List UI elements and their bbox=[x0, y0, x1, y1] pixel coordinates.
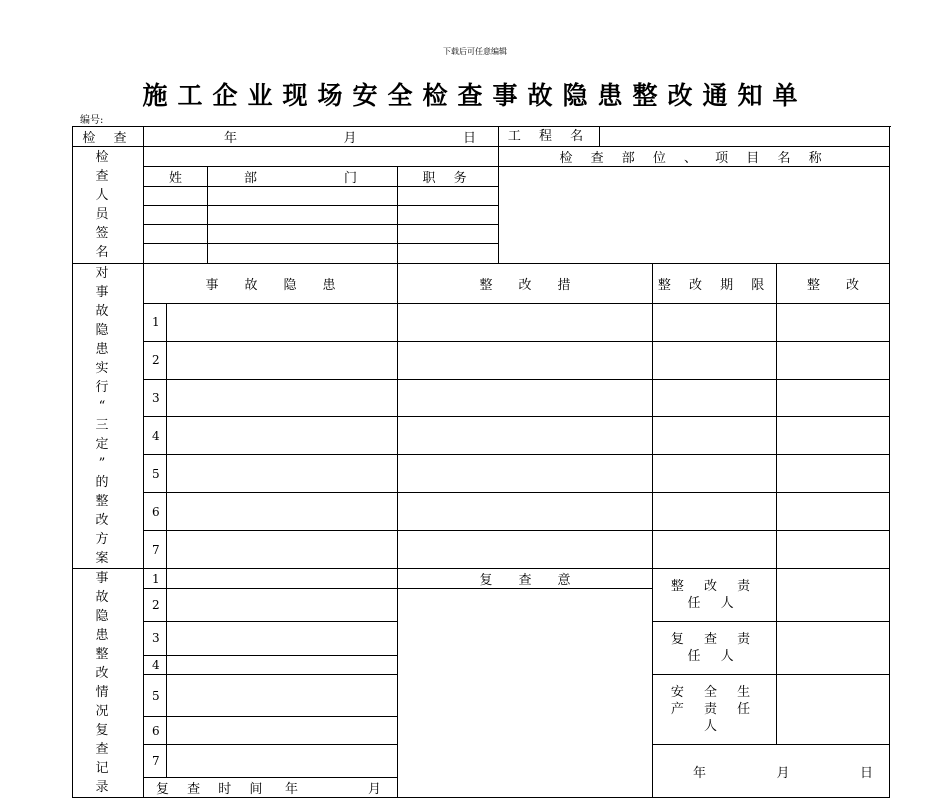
plan-row-number: 2 bbox=[144, 341, 167, 379]
rectification-owner-field[interactable] bbox=[777, 569, 890, 622]
sign-year-label: 年 bbox=[693, 765, 707, 781]
serial-number-label: 编号: bbox=[80, 115, 104, 126]
review-row-number: 6 bbox=[144, 717, 167, 745]
measure-cell[interactable] bbox=[398, 531, 653, 569]
plan-row-number: 4 bbox=[144, 417, 167, 455]
deadline-cell[interactable] bbox=[653, 417, 777, 455]
location-header: 检 查 部 位 、 项 目 名 称 bbox=[499, 147, 890, 167]
review-time-month-label: 月 bbox=[367, 782, 381, 797]
hazard-cell[interactable] bbox=[167, 455, 398, 493]
check-label: 检 查 bbox=[73, 127, 144, 147]
inspector-name-cell[interactable] bbox=[144, 187, 208, 206]
plan-row-number: 3 bbox=[144, 379, 167, 417]
deadline-cell[interactable] bbox=[653, 531, 777, 569]
inspector-dept-cell[interactable] bbox=[208, 244, 398, 264]
inspector-blank-cell bbox=[144, 147, 499, 167]
measure-cell[interactable] bbox=[398, 303, 653, 341]
review-row-number: 2 bbox=[144, 589, 167, 622]
inspector-title-cell[interactable] bbox=[398, 244, 499, 264]
review-row bbox=[73, 569, 890, 589]
inspector-signature-label: 检 查 人 员 签 名 bbox=[73, 147, 144, 264]
col-deadline-header: 整 改 期 限 bbox=[653, 264, 777, 304]
hazard-cell[interactable] bbox=[167, 531, 398, 569]
safety-owner-field[interactable] bbox=[777, 675, 890, 745]
hazard-cell[interactable] bbox=[167, 303, 398, 341]
owner-cell[interactable] bbox=[777, 303, 890, 341]
project-name-field[interactable] bbox=[499, 127, 890, 147]
plan-row-number: 5 bbox=[144, 455, 167, 493]
date-year-label: 年 bbox=[224, 131, 238, 146]
sign-month-label: 月 bbox=[776, 765, 790, 781]
review-time-label: 复 查 时 间 bbox=[156, 782, 270, 797]
review-entry-cell[interactable] bbox=[167, 745, 398, 778]
col-measure-header: 整 改 措 bbox=[398, 264, 653, 304]
inspector-name-cell[interactable] bbox=[144, 244, 208, 264]
col-title-header: 职 务 bbox=[398, 167, 499, 187]
plan-side-label: 对 事 故 隐 患 实 行 “ 三 定 ” 的 整 改 方 案 bbox=[73, 264, 144, 569]
plan-row bbox=[73, 379, 890, 417]
safety-owner-label: 安 全 生 产 责 任 人 bbox=[653, 675, 777, 745]
owner-cell[interactable] bbox=[777, 417, 890, 455]
review-entry-cell[interactable] bbox=[167, 589, 398, 622]
inspector-dept-cell[interactable] bbox=[208, 225, 398, 244]
hazard-cell[interactable] bbox=[167, 341, 398, 379]
sign-day-label: 日 bbox=[860, 765, 874, 781]
plan-row bbox=[73, 341, 890, 379]
owner-cell[interactable] bbox=[777, 493, 890, 531]
plan-row-number: 1 bbox=[144, 303, 167, 341]
location-field[interactable] bbox=[499, 167, 890, 264]
inspector-columns-row bbox=[73, 167, 890, 187]
measure-cell[interactable] bbox=[398, 341, 653, 379]
review-row-number: 7 bbox=[144, 745, 167, 778]
project-name-caption: 工 程 名 bbox=[499, 127, 600, 146]
plan-row bbox=[73, 303, 890, 341]
inspector-name-cell[interactable] bbox=[144, 206, 208, 225]
inspector-dept-cell[interactable] bbox=[208, 187, 398, 206]
plan-row bbox=[73, 455, 890, 493]
review-opinion-header: 复 查 意 bbox=[398, 569, 653, 589]
review-row-number: 1 bbox=[144, 569, 167, 589]
page-title: 施工企业现场安全检查事故隐患整改通知单 bbox=[142, 81, 808, 110]
plan-row-number: 6 bbox=[144, 493, 167, 531]
owner-cell[interactable] bbox=[777, 531, 890, 569]
review-entry-cell[interactable] bbox=[167, 569, 398, 589]
measure-cell[interactable] bbox=[398, 493, 653, 531]
project-name-input[interactable] bbox=[600, 127, 889, 146]
deadline-cell[interactable] bbox=[653, 303, 777, 341]
inspector-title-cell[interactable] bbox=[398, 206, 499, 225]
review-entry-cell[interactable] bbox=[167, 622, 398, 656]
review-row-number: 4 bbox=[144, 655, 167, 675]
measure-cell[interactable] bbox=[398, 417, 653, 455]
hazard-cell[interactable] bbox=[167, 379, 398, 417]
col-dept-left: 部 bbox=[244, 171, 258, 186]
owner-cell[interactable] bbox=[777, 455, 890, 493]
plan-row bbox=[73, 493, 890, 531]
col-dept-header bbox=[208, 167, 398, 187]
measure-cell[interactable] bbox=[398, 455, 653, 493]
recheck-owner-label: 复 查 责 任 人 bbox=[653, 622, 777, 675]
plan-row-number: 7 bbox=[144, 531, 167, 569]
plan-header-row bbox=[73, 264, 890, 304]
col-hazard-header: 事 故 隐 患 bbox=[144, 264, 398, 304]
review-side-label: 事 故 隐 患 整 改 情 况 复 查 记 录 bbox=[73, 569, 144, 798]
check-date-row bbox=[73, 127, 890, 147]
review-entry-cell[interactable] bbox=[167, 675, 398, 717]
deadline-cell[interactable] bbox=[653, 455, 777, 493]
plan-row bbox=[73, 531, 890, 569]
review-time-cell[interactable] bbox=[144, 778, 398, 798]
signature-date-cell[interactable] bbox=[653, 745, 890, 798]
date-month-label: 月 bbox=[343, 131, 357, 146]
col-name-header: 姓 bbox=[144, 167, 208, 187]
review-opinion-field[interactable] bbox=[398, 589, 653, 798]
inspector-dept-cell[interactable] bbox=[208, 206, 398, 225]
notice-form-table bbox=[72, 126, 890, 798]
check-date-cell[interactable] bbox=[144, 127, 499, 147]
measure-cell[interactable] bbox=[398, 379, 653, 417]
deadline-cell[interactable] bbox=[653, 341, 777, 379]
deadline-cell[interactable] bbox=[653, 493, 777, 531]
inspector-title-cell[interactable] bbox=[398, 187, 499, 206]
rectification-owner-label: 整 改 责 任 人 bbox=[653, 569, 777, 622]
inspector-header-row bbox=[73, 147, 890, 167]
header-note: 下载后可任意编辑 bbox=[443, 47, 507, 56]
plan-row bbox=[73, 417, 890, 455]
review-entry-cell[interactable] bbox=[167, 717, 398, 745]
inspector-name-cell[interactable] bbox=[144, 225, 208, 244]
col-owner-header: 整 改 bbox=[777, 264, 890, 304]
owner-cell[interactable] bbox=[777, 341, 890, 379]
date-day-label: 日 bbox=[463, 131, 477, 146]
recheck-owner-field[interactable] bbox=[777, 622, 890, 675]
hazard-cell[interactable] bbox=[167, 493, 398, 531]
col-dept-right: 门 bbox=[343, 171, 357, 186]
hazard-cell[interactable] bbox=[167, 417, 398, 455]
review-row-number: 5 bbox=[144, 675, 167, 717]
deadline-cell[interactable] bbox=[653, 379, 777, 417]
review-row-number: 3 bbox=[144, 622, 167, 656]
inspector-title-cell[interactable] bbox=[398, 225, 499, 244]
owner-cell[interactable] bbox=[777, 379, 890, 417]
review-time-year-label: 年 bbox=[284, 782, 298, 797]
